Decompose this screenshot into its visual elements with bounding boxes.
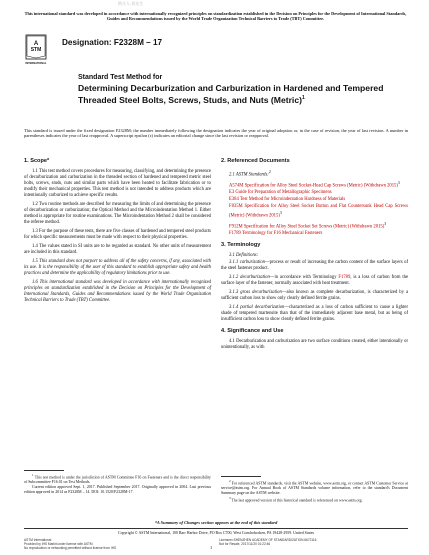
definitions-intro: 3.1 Definitions: — [229, 253, 259, 259]
bottom-rule — [24, 528, 408, 529]
significance-4-1: 4.1 Decarburization and carburization are two surface conditions created, either intentionally or unintentionally, as with — [221, 339, 408, 351]
scope-1-3: 1.3 For the purpose of these tests, there are five classes of hardened and tempered steel products for which specific measurements must be made with respect to their physical properties. — [24, 229, 211, 240]
ref-link-f835m[interactable]: F835M — [229, 204, 243, 210]
term-decarburization: 3.1.2 decarburization—in accordance with Terminology F1789, is a loss of carbon from the surface layer of the fastener, normally associated with heat treatment. — [221, 275, 409, 287]
svg-text:A: A — [33, 41, 39, 47]
footnote-rule-left — [24, 470, 64, 471]
wto-notice: This international standard was developed in accordance with internationally recognized principles on standardization established in the Decision on Principles for the Development of International Standards, Guides and Recommendations issued by the World Trade Organization Technical Barriers to Trade (TBT) Committee. — [24, 11, 407, 22]
footnote-2: $^2$ For referenced ASTM standards, visit the ASTM website, www.astm.org, or contact ASTM Customer Service at service@astm.org. For Annual Book of ASTM Standards volume information, refer to the standard's Document Summary page on the ASTM website. — [221, 479, 408, 495]
footnote-1: $^1$ This test method is under the jurisdiction of ASTM Committee F16 on Fasteners and is the direct responsibility of Subcommittee F16.01 on Test Methods. — [24, 473, 211, 485]
ref-link-f1789[interactable]: F1789 — [229, 231, 241, 237]
scope-1-5: 1.5 This standard does not purport to address all of the safety concerns, if any, associated with its use. It is the responsibility of the user of this standard to establish appropriate safety and health practices and determine the applicability of regulatory limitations prior to use. — [24, 259, 211, 276]
ref-link-f912m[interactable]: F912M — [229, 224, 243, 230]
standard-label: Standard Test Method for — [78, 74, 163, 81]
document-title — [78, 83, 398, 106]
page-number: 1 — [210, 545, 213, 550]
scope-1-1: 1.1 This test method covers procedures for measuring, classifying, and determining the presence of decarburization and carburization in the threaded section of hardened and tempered metric steel bolts, screws, studs, nuts and similar parts which have been heated to facilitate fabrication or to modify their mechanical properties. This test method is not intended to address products which are intentionally carburized to achieve specific results. — [24, 169, 211, 198]
footnote-rule-right — [221, 476, 261, 477]
scope-1-4: 1.4 The values stated in SI units are to be regarded as standard. No other units of measurement are included in this standard. — [24, 244, 211, 255]
section-heading-scope: 1. Scope* — [24, 158, 50, 164]
astm-logo-icon — [24, 34, 48, 68]
title-text: Determining Decarburization and Carburization in Hardened and Tempered Threaded Steel Bolts, Screws, Studs, and Nuts (Metric) — [78, 83, 384, 106]
ref-e384: E384 Test Method for Microindentation Hardness of Materials — [229, 197, 346, 203]
term-gross-decarburization: 3.1.3 gross decarburization—also known as complete decarburization, is characterized by a sufficient carbon loss to show only clearly defined ferrite grains. — [221, 290, 408, 302]
term-partial-decarburization: 3.1.4 partial decarburization—characterized as a loss of carbon sufficient to cause a lighter shade of tempered martensite than that of the immediately adjacent base metal, but as being of insufficient carbon loss to show clearly defined ferrite grains. — [221, 305, 409, 323]
license-left: ASTM International Provided by IHS Markit under license with ASTM No reproduction or networking permitted without license from IHS — [24, 538, 117, 550]
term-carburization: 3.1.1 carburization—process or result of increasing the carbon content of the surface layers of the steel fastener product. — [221, 260, 408, 272]
section-heading-significance: 4. Significance and Use — [221, 328, 284, 335]
term-link-f1789[interactable]: F1789 — [338, 275, 351, 281]
ref-link-a574m[interactable]: A574M — [229, 183, 244, 189]
scope-1-6: 1.6 This international standard was developed in accordance with internationally recognized principles on standardization established in the Decision on Principles for the Development of International Standards, Guides and Recommendations issued by the World Trade Organization Technical Barriers to Trade (TBT) Committee. — [24, 280, 211, 303]
copyright-line: Copyright © ASTM International, 100 Barr Harbor Drive, PO Box C700, West Conshohocken, PA 19428-2959. United States — [118, 531, 314, 535]
ref-a574m: A574M Specification for Alloy Steel Socket-Head Cap Screws (Metric) (Withdrawn 2015)$^3$ — [229, 180, 400, 189]
ref-link-e3[interactable]: E3 — [229, 190, 235, 196]
ref-e3: E3 Guide for Preparation of Metallographic Specimens — [229, 190, 332, 196]
footnote-right — [221, 479, 408, 503]
scope-1-2: 1.2 Two routine methods are described for measuring the limits of and determining the presence of decarburization or carburization; the Optical Method and the Microindentation Method 1. Either method is appropriate for routine examinations. The Microindentation Method 2 shall be considered the referee method. — [24, 202, 211, 225]
section-heading-terminology: 3. Terminology — [221, 242, 261, 249]
right-column — [221, 158, 408, 354]
section-heading-referenced-documents: 2. Referenced Documents — [221, 158, 290, 164]
ref-f1789: F1789 Terminology for F16 Mechanical Fasteners — [229, 231, 323, 237]
ref-f912m: F912M Specification for Alloy Steel Socket Set Screws (Metric) (Withdrawn 2015)$^3$ — [229, 221, 387, 230]
footnote-left — [24, 473, 211, 494]
license-right: Licensee=SHENZHEN ACADEMY OF STANDARDIZATION 6672116 Not for Resale, 2017/11/20 01:22:46 — [219, 538, 317, 546]
astm-standards-intro: 2.1 ASTM Standards:$^2$ — [229, 170, 271, 178]
svg-text:INTERNATIONAL: INTERNATIONAL — [25, 62, 47, 65]
ref-f835m: F835M Specification for Alloy Steel Socket Button and Flat Countersunk Head Cap Screws (Metric) (Withdrawn 2015)$^3$ — [229, 204, 408, 219]
svg-text:STM: STM — [30, 47, 42, 53]
ref-link-e384[interactable]: E384 — [229, 197, 239, 203]
watermark: 购买人:刘先生 — [118, 1, 144, 6]
title-footnote-marker: 1 — [301, 95, 305, 102]
summary-of-changes-note: *A Summary of Changes section appears at the end of this standard — [154, 520, 278, 525]
footnote-1-marker: 1 — [32, 473, 34, 477]
footnote-3: $^3$ The last approved version of this historical standard is referenced on www.astm.org. — [229, 495, 363, 502]
designation: Designation: F2328M – 17 — [62, 38, 163, 47]
left-column — [24, 158, 211, 307]
footnote-edition: Current edition approved Sept. 1, 2017. Published September 2017. Originally approved in 2004. Last previous edition approved in 2014 as F2328M – 14. DOI: 10.1520/F2328M-17. — [24, 484, 211, 494]
edition-note: This standard is issued under the fixed designation F2328M; the number immediately following the designation indicates the year of original adoption or, in the case of revision, the year of last revision. A number in parentheses indicates the year of last reapproval. A superscript epsilon (ε) indicates an editorial change since the last revision or reapproval. — [24, 128, 408, 139]
